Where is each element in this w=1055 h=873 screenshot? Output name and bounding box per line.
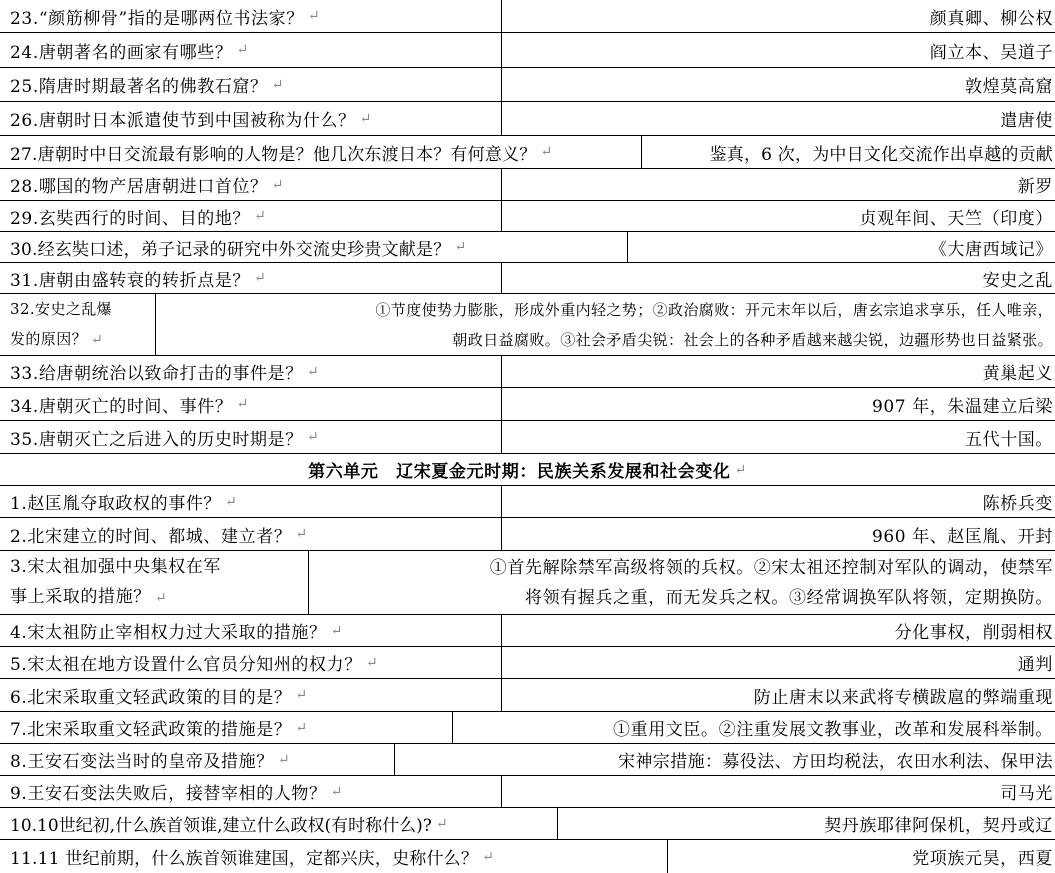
table-row [0,68,1055,102]
answer-cell: 陈桥兵变 [501,486,1055,517]
table-row [0,388,1055,421]
question-cell: 35.唐朝灭亡之后进入的历史时期是？ ↵ [10,429,320,450]
answer-cell: 五代十国。 [501,421,1055,453]
return-mark-icon: ↵ [91,332,104,348]
table-row [0,615,1055,647]
question-cell: 4.宋太祖防止宰相权力过大采取的措施？ ↵ [10,622,343,643]
answer-cell: 契丹族耶律阿保机，契丹或辽 [557,808,1055,839]
return-mark-icon: ↵ [454,239,467,255]
table-row [0,744,1055,776]
answer-cell: 宋神宗措施：募役法、方田均税法，农田水利法、保甲法 [394,744,1055,775]
question-cell: 3.宋太祖加强中央集权在军 事上采取的措施？ ↵ [10,557,222,607]
question-cell: 30.经玄奘口述，弟子记录的研究中外交流史珍贵文献是？ ↵ [10,239,467,260]
return-mark-icon: ↵ [330,783,343,800]
answer-cell: 《大唐西域记》 [627,232,1055,262]
question-cell: 23.“颜筋柳骨”指的是哪两位书法家？ ↵ [10,8,321,29]
table-row [0,169,1055,201]
answer-cell: ①节度使势力膨胀，形成外重内轻之势；②政治腐败：开元末年以后，唐玄宗追求享乐，任人唯亲， 朝政日益腐败。③社会矛盾尖锐：社会上的各种矛盾越来越尖锐，边疆形势也日益紧张。 [155,294,1055,355]
answer-cell: 遣唐使 [501,102,1055,135]
table-row [0,712,1055,744]
answer-cell: 防止唐末以来武将专横跋扈的弊端重现 [501,679,1055,711]
question-cell: 5.宋太祖在地方设置什么官员分知州的权力？ ↵ [10,654,379,675]
table-row [0,201,1055,232]
table-row [0,33,1055,68]
table-row [0,421,1055,454]
return-mark-icon: ↵ [295,719,308,736]
answer-cell: 敦煌莫高窟 [501,68,1055,101]
question-cell: 1.赵匡胤夺取政权的事件？ ↵ [10,493,238,514]
answer-cell: 贞观年间、天竺（印度） [501,201,1055,231]
question-cell: 24.唐朝著名的画家有哪些？ ↵ [10,42,249,63]
question-cell: 32.安史之乱爆 发的原因？ ↵ [10,300,113,348]
table-row [0,518,1055,551]
question-cell: 26.唐朝时日本派遣使节到中国被称为什么？ ↵ [10,110,372,131]
answer-cell: ①首先解除禁军高级将领的兵权。②宋太祖还控制对军队的调动，使禁军 将领有握兵之重，而无发兵之权。③经常调换军队将领，定期换防。 [308,551,1055,614]
return-mark-icon: ↵ [359,110,372,127]
table-row [0,356,1055,388]
return-mark-icon: ↵ [734,461,747,478]
question-cell: 25.隋唐时期最著名的佛教石窟？ ↵ [10,76,284,97]
question-cell: 2.北宋建立的时间、都城、建立者？ ↵ [10,526,308,547]
answer-cell: 阎立本、吴道子 [501,33,1055,67]
return-mark-icon: ↵ [435,815,448,832]
table-row [0,263,1055,294]
question-cell: 9.王安石变法失败后，接替宰相的人物？ ↵ [10,783,343,804]
table-row [0,102,1055,136]
table-row [0,294,1055,356]
question-cell: 34.唐朝灭亡的时间、事件？ ↵ [10,396,249,417]
answer-cell: 新罗 [501,169,1055,200]
table-row [0,551,1055,615]
return-mark-icon: ↵ [271,76,284,93]
return-mark-icon: ↵ [306,429,320,445]
table-row [0,136,1055,169]
question-cell: 33.给唐朝统治以致命打击的事件是？ ↵ [10,363,320,384]
table-row [0,232,1055,263]
question-cell: 27.唐朝时中日交流最有影响的人物是？他几次东渡日本？有何意义？ ↵ [10,144,553,165]
answer-cell: 分化事权，削弱相权 [501,615,1055,646]
question-cell: 8.王安石变法当时的皇帝及措施？ ↵ [10,751,291,772]
table-row [0,840,1055,873]
return-mark-icon: ↵ [306,363,320,380]
return-mark-icon: ↵ [295,687,308,703]
return-mark-icon: ↵ [254,270,267,286]
return-mark-icon: ↵ [225,493,238,510]
section-title: 第六单元 辽宋夏金元时期：民族关系发展和社会变化 ↵ [308,461,747,482]
return-mark-icon: ↵ [254,208,267,224]
return-mark-icon: ↵ [271,176,284,193]
return-mark-icon: ↵ [154,590,168,606]
question-cell: 10.10世纪初,什么族首领谁,建立什么政权(有时称什么)? ↵ [10,815,448,836]
table-row [0,808,1055,840]
answer-cell: 通判 [501,647,1055,678]
return-mark-icon: ↵ [307,8,321,24]
question-cell: 6.北宋采取重文轻武政策的目的是？ ↵ [10,687,308,708]
table-row [0,647,1055,679]
question-cell: 11.11 世纪前期，什么族首领谁建国，定都兴庆，史称什么？ ↵ [10,848,495,869]
return-mark-icon: ↵ [330,622,343,639]
return-mark-icon: ↵ [236,396,249,412]
table-row [0,0,1055,33]
answer-cell: 鉴真，6 次，为中日文化交流作出卓越的贡献 [641,136,1055,168]
question-cell: 29.玄奘西行的时间、目的地？ ↵ [10,208,267,229]
answer-cell: 907 年，朱温建立后梁 [501,388,1055,420]
return-mark-icon: ↵ [236,42,249,58]
question-cell: 28.哪国的物产居唐朝进口首位？ ↵ [10,176,284,197]
section-heading-row [0,454,1055,486]
return-mark-icon: ↵ [365,654,379,671]
answer-cell: 960 年、赵匡胤、开封 [501,518,1055,550]
table-row [0,486,1055,518]
table-row [0,776,1055,808]
return-mark-icon: ↵ [540,144,553,160]
question-cell: 31.唐朝由盛转衰的转折点是？ ↵ [10,270,267,291]
answer-cell: 颜真卿、柳公权 [501,0,1055,32]
answer-cell: 安史之乱 [501,263,1055,293]
answer-cell: ①重用文臣。②注重发展文教事业，改革和发展科举制。 [452,712,1055,743]
table-row [0,679,1055,712]
question-cell: 7.北宋采取重文轻武政策的措施是？ ↵ [10,719,308,740]
return-mark-icon: ↵ [295,526,308,542]
return-mark-icon: ↵ [277,751,291,768]
return-mark-icon: ↵ [482,848,495,865]
answer-cell: 党项族元昊，西夏 [667,840,1055,873]
answer-cell: 黄巢起义 [501,356,1055,387]
answer-cell: 司马光 [501,776,1055,807]
